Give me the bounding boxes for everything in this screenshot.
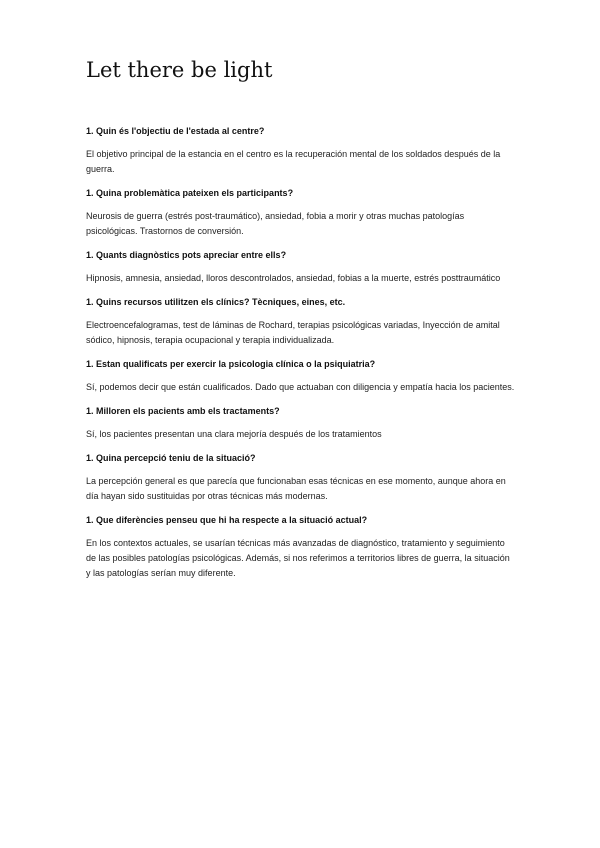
question-1: 1. Quin és l'objectiu de l'estada al centre? [86,126,265,136]
qa-item-3 [86,249,516,286]
answer-4: Electroencefalogramas, test de láminas de Rochard, terapias psicológicas variadas, Inyección de amital sódico, hipnosis, terapia ocupacional y terapia individualizada. [86,320,500,345]
question-7: 1. Quina percepció teniu de la situació? [86,453,256,463]
answer-2: Neurosis de guerra (estrés post-traumático), ansiedad, fobia a morir y otras muchas patologías psicológicas. Trastornos de conversión. [86,211,465,236]
answer-5: Sí, podemos decir que están cualificados. Dado que actuaban con diligencia y empatía hacia los pacientes. [86,382,515,392]
qa-item-4 [86,296,516,348]
qa-item-6 [86,405,516,442]
qa-item-5 [86,358,516,395]
qa-item-7 [86,452,516,504]
question-2: 1. Quina problemàtica pateixen els participants? [86,188,294,198]
document-page [86,56,516,591]
answer-3: Hipnosis, amnesia, ansiedad, lloros descontrolados, ansiedad, fobias a la muerte, estrés posttraumático [86,273,501,283]
question-4: 1. Quins recursos utilitzen els clínics? Tècniques, eines, etc. [86,297,346,307]
question-5: 1. Estan qualificats per exercir la psicologia clínica o la psiquiatria? [86,359,376,369]
answer-6: Sí, los pacientes presentan una clara mejoría después de los tratamientos [86,429,382,439]
answer-1: El objetivo principal de la estancia en el centro es la recuperación mental de los soldados después de la guerra. [86,149,501,174]
question-3: 1. Quants diagnòstics pots apreciar entre ells? [86,250,287,260]
qa-item-8 [86,514,516,581]
answer-7: La percepción general es que parecía que funcionaban esas técnicas en ese momento, aunque ahora en día hayan sido sustituidas por otras técnicas más modernas. [86,476,506,501]
question-6: 1. Milloren els pacients amb els tractaments? [86,406,280,416]
document-title: Let there be light [86,58,273,82]
answer-8: En los contextos actuales, se usarían técnicas más avanzadas de diagnóstico, tratamiento y seguimiento de las posibles patologías psicológicas. Además, si nos referimos a territorios libres de guerra, la situación y las patologías serían muy diferente. [86,538,510,578]
question-8: 1. Que diferències penseu que hi ha respecte a la situació actual? [86,515,368,525]
qa-item-1 [86,125,516,177]
qa-item-2 [86,187,516,239]
